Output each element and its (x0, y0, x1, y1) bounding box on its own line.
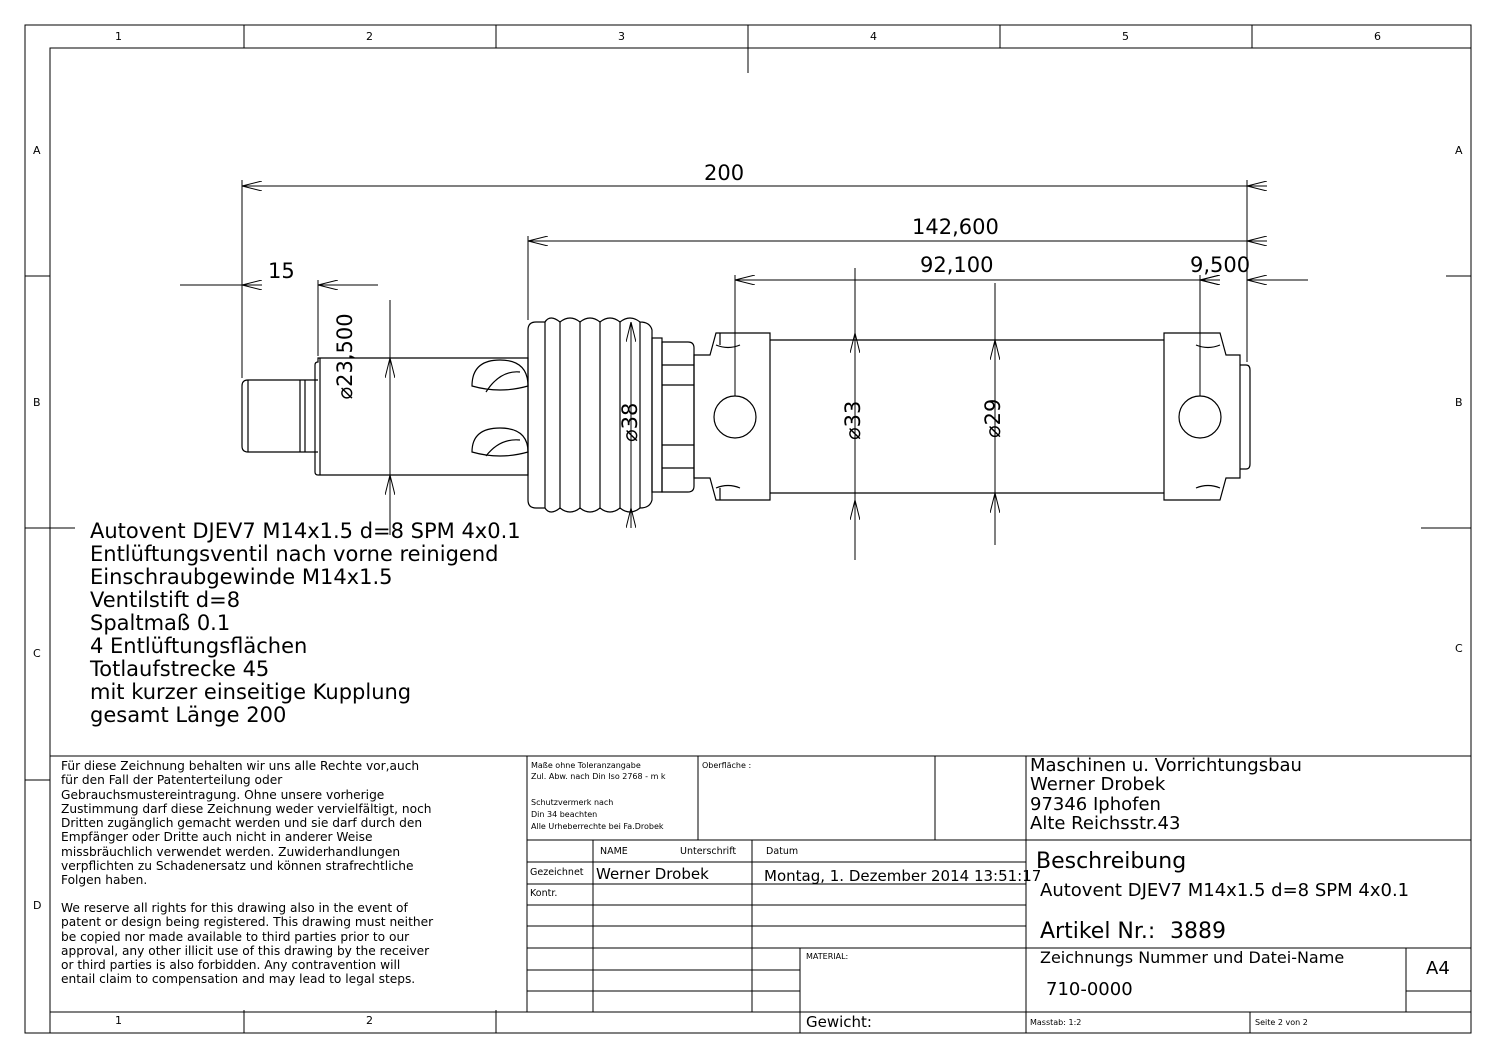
drawn-name: Werner Drobek (596, 865, 709, 883)
zone-row-a-left: A (33, 144, 41, 157)
article-label: Artikel Nr.: (1040, 919, 1156, 944)
tolerance-line-2: Zul. Abw. nach Din Iso 2768 - m k (531, 772, 666, 781)
zone-row-c-right: C (1455, 642, 1463, 655)
note-line-5: Spaltmaß 0.1 (90, 611, 231, 635)
company-line-4: Alte Reichsstr.43 (1030, 813, 1181, 834)
dim-length-92: 92,100 (920, 253, 994, 277)
drawn-label: Gezeichnet (530, 867, 584, 878)
protection-line-1: Schutzvermerk nach (531, 798, 614, 807)
company-line-2: Werner Drobek (1030, 774, 1166, 795)
zone-row-c-left: C (33, 647, 41, 660)
zone-row-b-left: B (33, 396, 41, 409)
note-line-2: Entlüftungsventil nach vorne reinigend (90, 542, 499, 566)
drawn-date: Montag, 1. Dezember 2014 13:51:17 (764, 867, 1042, 885)
company-line-3: 97346 Iphofen (1030, 794, 1161, 815)
description-label: Beschreibung (1036, 849, 1187, 874)
drawing-number-label: Zeichnungs Nummer und Datei-Name (1040, 948, 1345, 967)
note-line-4: Ventilstift d=8 (90, 588, 241, 612)
material-label: MATERIAL: (806, 952, 849, 961)
zone-col-6: 6 (1374, 30, 1381, 43)
zone-col-2-bottom: 2 (366, 1014, 373, 1027)
dim-dia-38: ⌀38 (618, 402, 642, 442)
note-line-8: mit kurzer einseitige Kupplung (90, 680, 412, 704)
note-line-1: Autovent DJEV7 M14x1.5 d=8 SPM 4x0.1 (90, 519, 521, 543)
legal-text-de: Für diese Zeichnung behalten wir uns alle Rechte vor,auch für den Fall der Patenterteilung oder Gebrauchsmustereintragung. Ohne unsere vorherige Zustimmung darf diese Zeichnung weder vervielfältigt, noch Dritten zugänglich gemacht werden und sie darf durch den Empfänger oder Dritte auch nicht in anderer Weise missbräuchlich verwendet werden. Zuwiderhandlungen verpflichten zu Schadenersatz und können strafrechtliche Folgen haben. (61, 759, 432, 888)
checked-label: Kontr. (530, 888, 558, 899)
dim-total-length: 200 (704, 161, 745, 185)
zone-row-a-right: A (1455, 144, 1463, 157)
zone-row-b-right: B (1455, 396, 1463, 409)
zone-col-2: 2 (366, 30, 373, 43)
dim-dia-29: ⌀29 (981, 398, 1005, 438)
dim-dia-23: ⌀23,500 (332, 313, 357, 400)
note-line-7: Totlaufstrecke 45 (90, 657, 270, 681)
zone-row-d-left: D (33, 899, 42, 912)
sheet-label: Seite 2 von 2 (1255, 1018, 1308, 1027)
note-line-6: 4 Entlüftungsflächen (90, 634, 308, 658)
note-line-9: gesamt Länge 200 (90, 703, 287, 727)
dim-length-142: 142,600 (912, 215, 999, 239)
drawing-number-value: 710-0000 (1046, 979, 1133, 1000)
col-date-header: Datum (766, 846, 799, 857)
protection-line-3: Alle Urheberrechte bei Fa.Drobek (531, 822, 664, 831)
company-line-1: Maschinen u. Vorrichtungsbau (1030, 755, 1302, 776)
zone-col-1: 1 (115, 30, 122, 43)
dim-length-15: 15 (268, 259, 295, 283)
col-name-header: NAME (600, 846, 628, 857)
description-value: Autovent DJEV7 M14x1.5 d=8 SPM 4x0.1 (1040, 880, 1410, 901)
protection-line-2: Din 34 beachten (531, 810, 598, 819)
dim-length-9: 9,500 (1190, 253, 1251, 277)
surface-label: Oberfläche : (702, 761, 752, 770)
zone-col-3: 3 (618, 30, 625, 43)
zone-col-1-bottom: 1 (115, 1014, 122, 1027)
note-line-3: Einschraubgewinde M14x1.5 (90, 565, 393, 589)
tolerance-line-1: Maße ohne Toleranzangabe (531, 761, 641, 770)
dim-dia-33: ⌀33 (841, 400, 865, 440)
sheet-size: A4 (1426, 958, 1450, 979)
col-signature-header: Unterschrift (680, 846, 737, 857)
legal-text-en: We reserve all rights for this drawing also in the event of patent or design being registered. This drawing must neither be copied nor made available to third parties prior to our approval, any other illicit use of this drawing by the receiver or third parties is also forbidden. Any contravention will entail claim to compensation and may lead to legal steps. (61, 901, 434, 987)
scale-label: Masstab: 1:2 (1030, 1018, 1082, 1027)
zone-col-4: 4 (870, 30, 877, 43)
zone-col-5: 5 (1122, 30, 1129, 43)
article-value: 3889 (1170, 919, 1226, 944)
part-geometry (242, 318, 1250, 512)
weight-label: Gewicht: (806, 1013, 872, 1031)
